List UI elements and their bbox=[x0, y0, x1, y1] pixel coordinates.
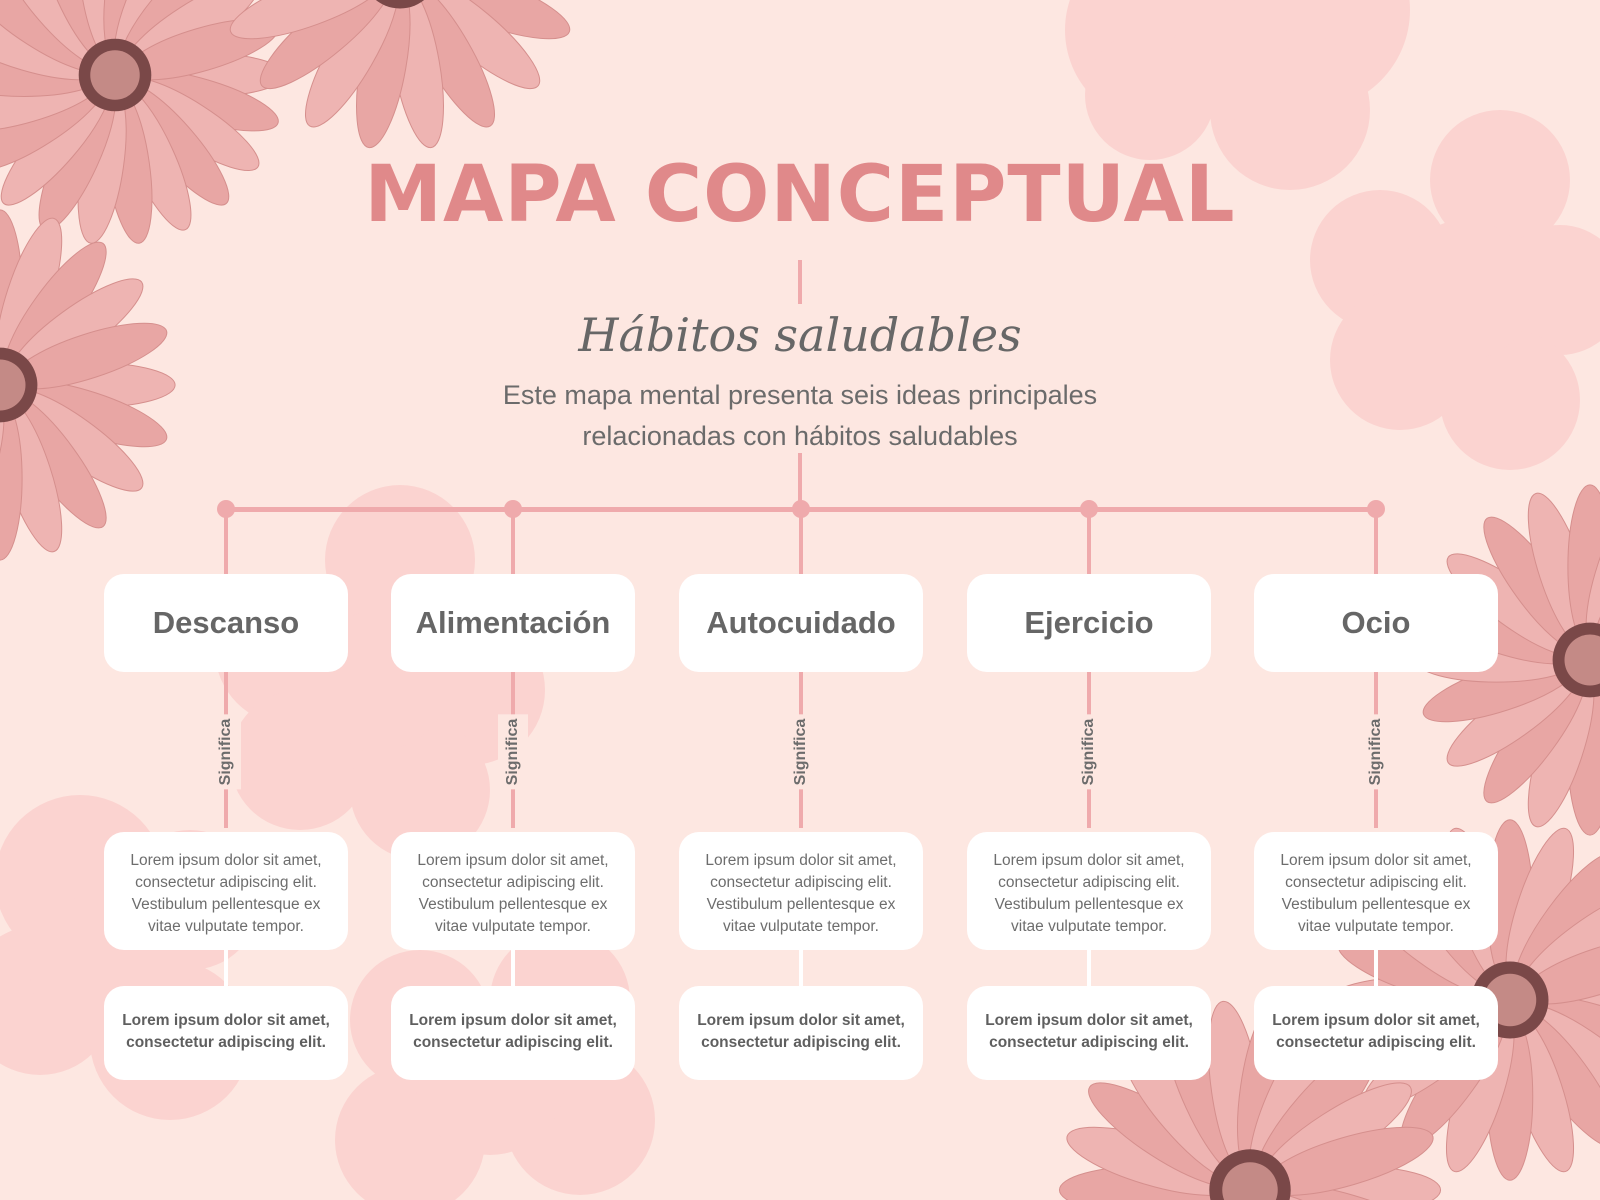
detail-box bbox=[679, 832, 923, 950]
detail-line: vitae vulputate tempor. bbox=[1298, 918, 1454, 935]
detail-box bbox=[967, 832, 1211, 950]
summary-line-text: consectetur adipiscing elit. bbox=[413, 1034, 613, 1051]
detail-line: Lorem ipsum dolor sit amet, bbox=[993, 852, 1185, 869]
detail-line: Vestibulum pellentesque ex bbox=[1281, 896, 1471, 913]
detail-line: consectetur adipiscing elit. bbox=[998, 874, 1180, 891]
summary-line-text: Lorem ipsum dolor sit amet, bbox=[697, 1012, 905, 1029]
link-label: Significa bbox=[211, 715, 241, 790]
detail-box bbox=[391, 832, 635, 950]
summary-line-text: consectetur adipiscing elit. bbox=[1276, 1034, 1476, 1051]
detail-line: Vestibulum pellentesque ex bbox=[706, 896, 896, 913]
detail-box bbox=[1254, 832, 1498, 950]
summary-box bbox=[104, 986, 348, 1080]
summary-line bbox=[799, 948, 803, 988]
detail-line: Lorem ipsum dolor sit amet, bbox=[130, 852, 322, 869]
link-label: Significa bbox=[1361, 715, 1391, 790]
concept-box: Autocuidado bbox=[679, 574, 923, 672]
summary-line bbox=[224, 948, 228, 988]
branch-column bbox=[391, 0, 635, 1200]
summary-line bbox=[511, 948, 515, 988]
branch-column bbox=[967, 0, 1211, 1200]
concept-box: Descanso bbox=[104, 574, 348, 672]
summary-box bbox=[391, 986, 635, 1080]
detail-line: vitae vulputate tempor. bbox=[1011, 918, 1167, 935]
detail-line: vitae vulputate tempor. bbox=[723, 918, 879, 935]
branch-column bbox=[1254, 0, 1498, 1200]
summary-line-text: consectetur adipiscing elit. bbox=[989, 1034, 1189, 1051]
summary-line-text: Lorem ipsum dolor sit amet, bbox=[985, 1012, 1193, 1029]
description-line: Este mapa mental presenta seis ideas principales bbox=[502, 380, 1098, 410]
detail-line: Vestibulum pellentesque ex bbox=[131, 896, 321, 913]
detail-line: consectetur adipiscing elit. bbox=[135, 874, 317, 891]
detail-box bbox=[104, 832, 348, 950]
detail-line: consectetur adipiscing elit. bbox=[422, 874, 604, 891]
subtitle: Hábitos saludables bbox=[578, 308, 1022, 362]
detail-line: consectetur adipiscing elit. bbox=[1285, 874, 1467, 891]
summary-box bbox=[679, 986, 923, 1080]
concept-box: Ocio bbox=[1254, 574, 1498, 672]
detail-line: Lorem ipsum dolor sit amet, bbox=[1280, 852, 1472, 869]
summary-line-text: Lorem ipsum dolor sit amet, bbox=[409, 1012, 617, 1029]
detail-line: Lorem ipsum dolor sit amet, bbox=[417, 852, 609, 869]
summary-box bbox=[967, 986, 1211, 1080]
detail-line: consectetur adipiscing elit. bbox=[710, 874, 892, 891]
summary-line bbox=[1374, 948, 1378, 988]
concept-box: Ejercicio bbox=[967, 574, 1211, 672]
detail-line: vitae vulputate tempor. bbox=[148, 918, 304, 935]
link-label: Significa bbox=[786, 715, 816, 790]
summary-line-text: consectetur adipiscing elit. bbox=[701, 1034, 901, 1051]
summary-line-text: consectetur adipiscing elit. bbox=[126, 1034, 326, 1051]
detail-line: vitae vulputate tempor. bbox=[435, 918, 591, 935]
branch-column bbox=[104, 0, 348, 1200]
summary-line-text: Lorem ipsum dolor sit amet, bbox=[1272, 1012, 1480, 1029]
summary-box bbox=[1254, 986, 1498, 1080]
branch-column bbox=[679, 0, 923, 1200]
summary-line-text: Lorem ipsum dolor sit amet, bbox=[122, 1012, 330, 1029]
link-label: Significa bbox=[1074, 715, 1104, 790]
description-line: relacionadas con hábitos saludables bbox=[582, 421, 1018, 451]
concept-box: Alimentación bbox=[391, 574, 635, 672]
page-title: MAPA CONCEPTUAL bbox=[364, 150, 1236, 240]
detail-line: Vestibulum pellentesque ex bbox=[994, 896, 1184, 913]
summary-line bbox=[1087, 948, 1091, 988]
detail-line: Lorem ipsum dolor sit amet, bbox=[705, 852, 897, 869]
detail-line: Vestibulum pellentesque ex bbox=[418, 896, 608, 913]
link-label: Significa bbox=[498, 715, 528, 790]
